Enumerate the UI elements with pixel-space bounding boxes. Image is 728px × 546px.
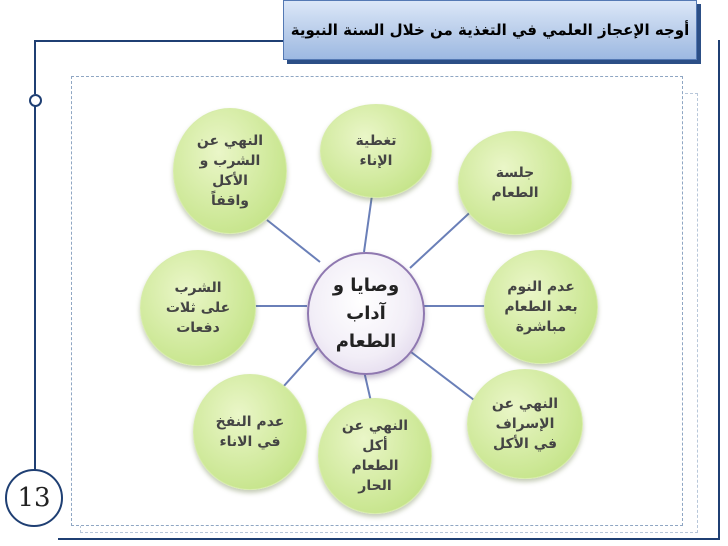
connector-bottom-left <box>283 348 318 387</box>
node-drink-three-sips <box>140 250 256 366</box>
node-no-hot-food <box>318 398 432 514</box>
node-label: تغطية الإناء <box>355 133 397 169</box>
node-eating-posture <box>458 131 572 235</box>
node-label: الشرب على ثلات دفعات <box>165 280 231 336</box>
node-label: عدم النوم بعد الطعام مباشرة <box>504 279 578 335</box>
node-no-sleep-after-eating <box>484 250 598 364</box>
connector-top-left <box>267 220 320 262</box>
slide-title: أوجه الإعجاز العلمي في التغذية من خلال السنة النبوية <box>290 20 690 39</box>
node-label: جلسة الطعام <box>491 165 539 201</box>
center-label: وصايا و آداب الطعام <box>332 274 400 352</box>
node-label: النهي عن أكل الطعام الحار <box>341 418 409 494</box>
node-label: النهي عن الإسراف في الأكل <box>491 396 559 452</box>
connector-bottom-right <box>411 352 478 403</box>
node-label: عدم النفخ في الاناء <box>215 414 285 450</box>
page-number-label: 13 <box>17 483 51 513</box>
node-label: النهي عن الشرب و الأكل واقفاً <box>196 133 264 209</box>
node-no-excess-eating <box>467 369 583 479</box>
connector-top-right <box>410 205 478 268</box>
center-node <box>307 252 425 375</box>
node-no-blowing <box>193 374 307 490</box>
page-number <box>5 469 63 527</box>
node-no-standing-eating <box>173 108 287 234</box>
node-cover-vessel <box>320 104 432 198</box>
